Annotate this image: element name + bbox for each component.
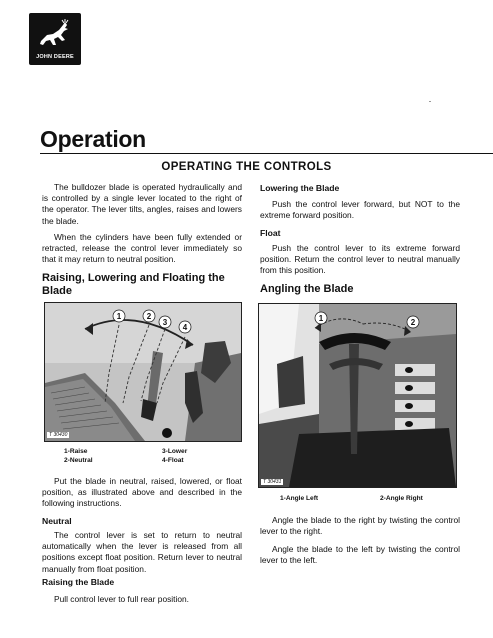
- figure2-callout-1: 1: [318, 314, 324, 323]
- float-paragraph: Push the control lever to its extreme forward position. Return the control lever to neutral manually from this position.: [260, 243, 460, 276]
- caption-neutral: 2-Neutral: [64, 457, 93, 464]
- intro-paragraph-1: The bulldozer blade is operated hydraulically and is controlled by a single lever located to the right of the operator. The lever tilts, angles, raises and lowers the blade.: [42, 182, 242, 226]
- raising-heading: Raising the Blade: [42, 577, 115, 587]
- title-divider: [40, 153, 493, 154]
- figure1-callout-4: 4: [182, 323, 188, 332]
- lowering-heading: Lowering the Blade: [260, 183, 340, 193]
- caption-angle-right: 2-Angle Right: [380, 495, 423, 502]
- angle-right-paragraph: Angle the blade to the right by twisting the control lever to the right.: [260, 515, 460, 537]
- neutral-paragraph: The control lever is set to return to neutral automatically when the lever is released from all positions except float position. Return lever to neutral manually from float position.: [42, 530, 242, 574]
- john-deere-logo: [29, 13, 81, 65]
- angling-figure: [258, 303, 457, 488]
- scan-speck: [429, 101, 431, 102]
- angling-illustration: [259, 304, 456, 487]
- figure1-callout-2: 2: [146, 312, 152, 321]
- figure2-callout-2: 2: [410, 318, 416, 327]
- caption-raise: 1-Raise: [64, 448, 88, 455]
- caption-angle-left: 1-Angle Left: [280, 495, 319, 502]
- lever-positions-illustration: [45, 303, 241, 441]
- leaping-deer-icon: [37, 19, 73, 49]
- caption-float: 4-Float: [162, 457, 184, 464]
- lever-positions-figure: [44, 302, 242, 442]
- after-figure-paragraph: Put the blade in neutral, raised, lowered, or float position, as illustrated above and described in the following instructions.: [42, 476, 242, 509]
- section-subheading: OPERATING THE CONTROLS: [161, 161, 332, 173]
- lowering-paragraph: Push the control lever forward, but NOT to the extreme forward position.: [260, 199, 460, 221]
- float-heading: Float: [260, 228, 281, 238]
- figure2-tag: T 30431: [263, 479, 282, 485]
- logo-text: JOHN DEERE: [36, 54, 74, 60]
- neutral-heading: Neutral: [42, 516, 72, 526]
- raising-lowering-heading: Raising, Lowering and Floating the Blade: [42, 272, 225, 297]
- angling-heading: Angling the Blade: [260, 283, 354, 295]
- figure1-callout-1: 1: [116, 312, 122, 321]
- intro-paragraph-2: When the cylinders have been fully extended or retracted, release the control lever immediately so that it may return to neutral position.: [42, 232, 242, 265]
- angle-left-paragraph: Angle the blade to the left by twisting the control lever to the left.: [260, 544, 460, 566]
- page-title: Operation: [40, 126, 146, 152]
- caption-lower: 3-Lower: [162, 448, 188, 455]
- figure1-tag: T 30430: [49, 432, 68, 438]
- raising-paragraph: Pull control lever to full rear position.: [54, 594, 189, 604]
- figure1-callout-3: 3: [162, 318, 168, 327]
